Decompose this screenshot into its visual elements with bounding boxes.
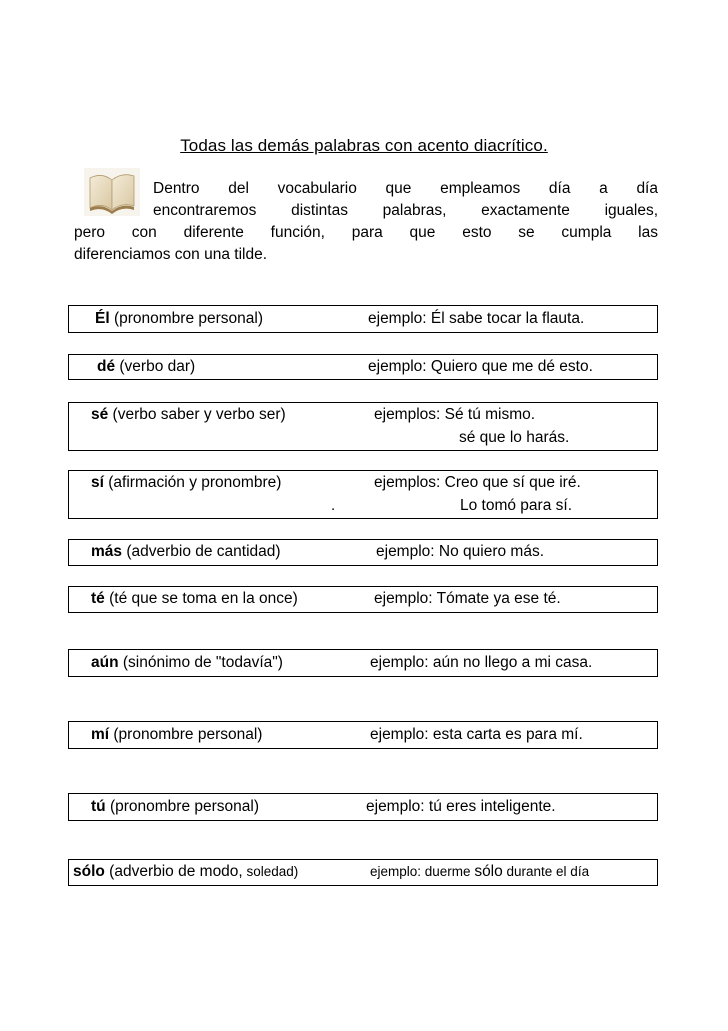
open-book-icon <box>84 168 140 216</box>
term-description: (adverbio de modo, <box>104 863 243 880</box>
term-cell <box>91 725 262 745</box>
term-cell <box>91 405 286 425</box>
page-title: Todas las demás palabras con acento diacrítico. <box>180 136 548 155</box>
table-row <box>68 539 658 566</box>
example-text: ejemplo: tú eres inteligente. <box>366 798 556 815</box>
term-description: (té que se toma en la once) <box>104 590 298 607</box>
example-text: ejemplos: Sé tú mismo. <box>374 406 536 423</box>
intro-line-3: pero con diferente función, para que esto se cumpla las <box>74 224 658 241</box>
term-word: más <box>91 543 123 560</box>
term-description: (pronombre personal) <box>105 798 259 815</box>
term-cell <box>91 542 281 562</box>
example-text: ejemplo: Quiero que me dé esto. <box>368 358 593 375</box>
table-row <box>68 354 658 380</box>
table-row <box>68 470 658 519</box>
term-word: tú <box>91 798 106 815</box>
intro-line-1: Dentro del vocabulario que empleamos día a día <box>153 180 658 197</box>
example-suffix: el día <box>556 864 590 879</box>
example-text: ejemplo: Él sabe tocar la flauta. <box>368 310 585 327</box>
term-cell <box>95 309 263 329</box>
term-description: (afirmación y pronombre) <box>103 474 282 491</box>
example-text: ejemplo: Tómate ya ese té. <box>374 590 561 607</box>
example-prefix: ejemplo: duerme <box>370 864 475 879</box>
term-cell <box>73 862 298 882</box>
table-row <box>68 793 658 821</box>
term-word: sé <box>91 406 109 423</box>
example-text: ejemplos: Creo que sí que iré. <box>374 474 581 491</box>
example-text: ejemplo: esta carta es para mí. <box>370 726 583 743</box>
term-word: aún <box>91 654 119 671</box>
example-text: ejemplo: aún no llego a mi casa. <box>370 654 593 671</box>
example-text: ejemplo: No quiero más. <box>376 543 544 560</box>
table-row <box>68 649 658 677</box>
term-word: sí <box>91 474 104 491</box>
term-description: (pronombre personal) <box>109 310 264 327</box>
example-word: sólo <box>474 863 503 880</box>
term-cell <box>97 357 195 377</box>
term-description-small: soledad) <box>242 864 299 879</box>
term-word: sólo <box>73 863 105 880</box>
intro-line-4: diferenciamos con una tilde. <box>74 246 268 263</box>
example-middle: durante <box>502 864 557 879</box>
table-row <box>68 859 658 886</box>
term-cell <box>91 797 259 817</box>
term-description: (pronombre personal) <box>109 726 263 743</box>
table-row <box>68 586 658 613</box>
example-text-line-2: Lo tomó para sí. <box>460 497 573 514</box>
term-description: (verbo saber y verbo ser) <box>108 406 286 423</box>
table-row <box>68 721 658 749</box>
term-description: (adverbio de cantidad) <box>122 543 281 560</box>
table-row <box>68 402 658 451</box>
stray-period: . <box>331 497 336 514</box>
term-description: (verbo dar) <box>115 358 196 375</box>
term-cell <box>91 473 281 493</box>
term-word: Él <box>95 310 110 327</box>
example-text <box>370 862 589 882</box>
example-text-line-2: sé que lo harás. <box>459 429 570 446</box>
term-word: dé <box>97 358 116 375</box>
table-row <box>68 305 658 333</box>
term-word: té <box>91 590 105 607</box>
intro-line-2: encontraremos distintas palabras, exactamente iguales, <box>153 202 658 219</box>
term-word: mí <box>91 726 110 743</box>
term-cell <box>91 589 298 609</box>
term-cell <box>91 653 283 673</box>
term-description: (sinónimo de "todavía") <box>118 654 283 671</box>
